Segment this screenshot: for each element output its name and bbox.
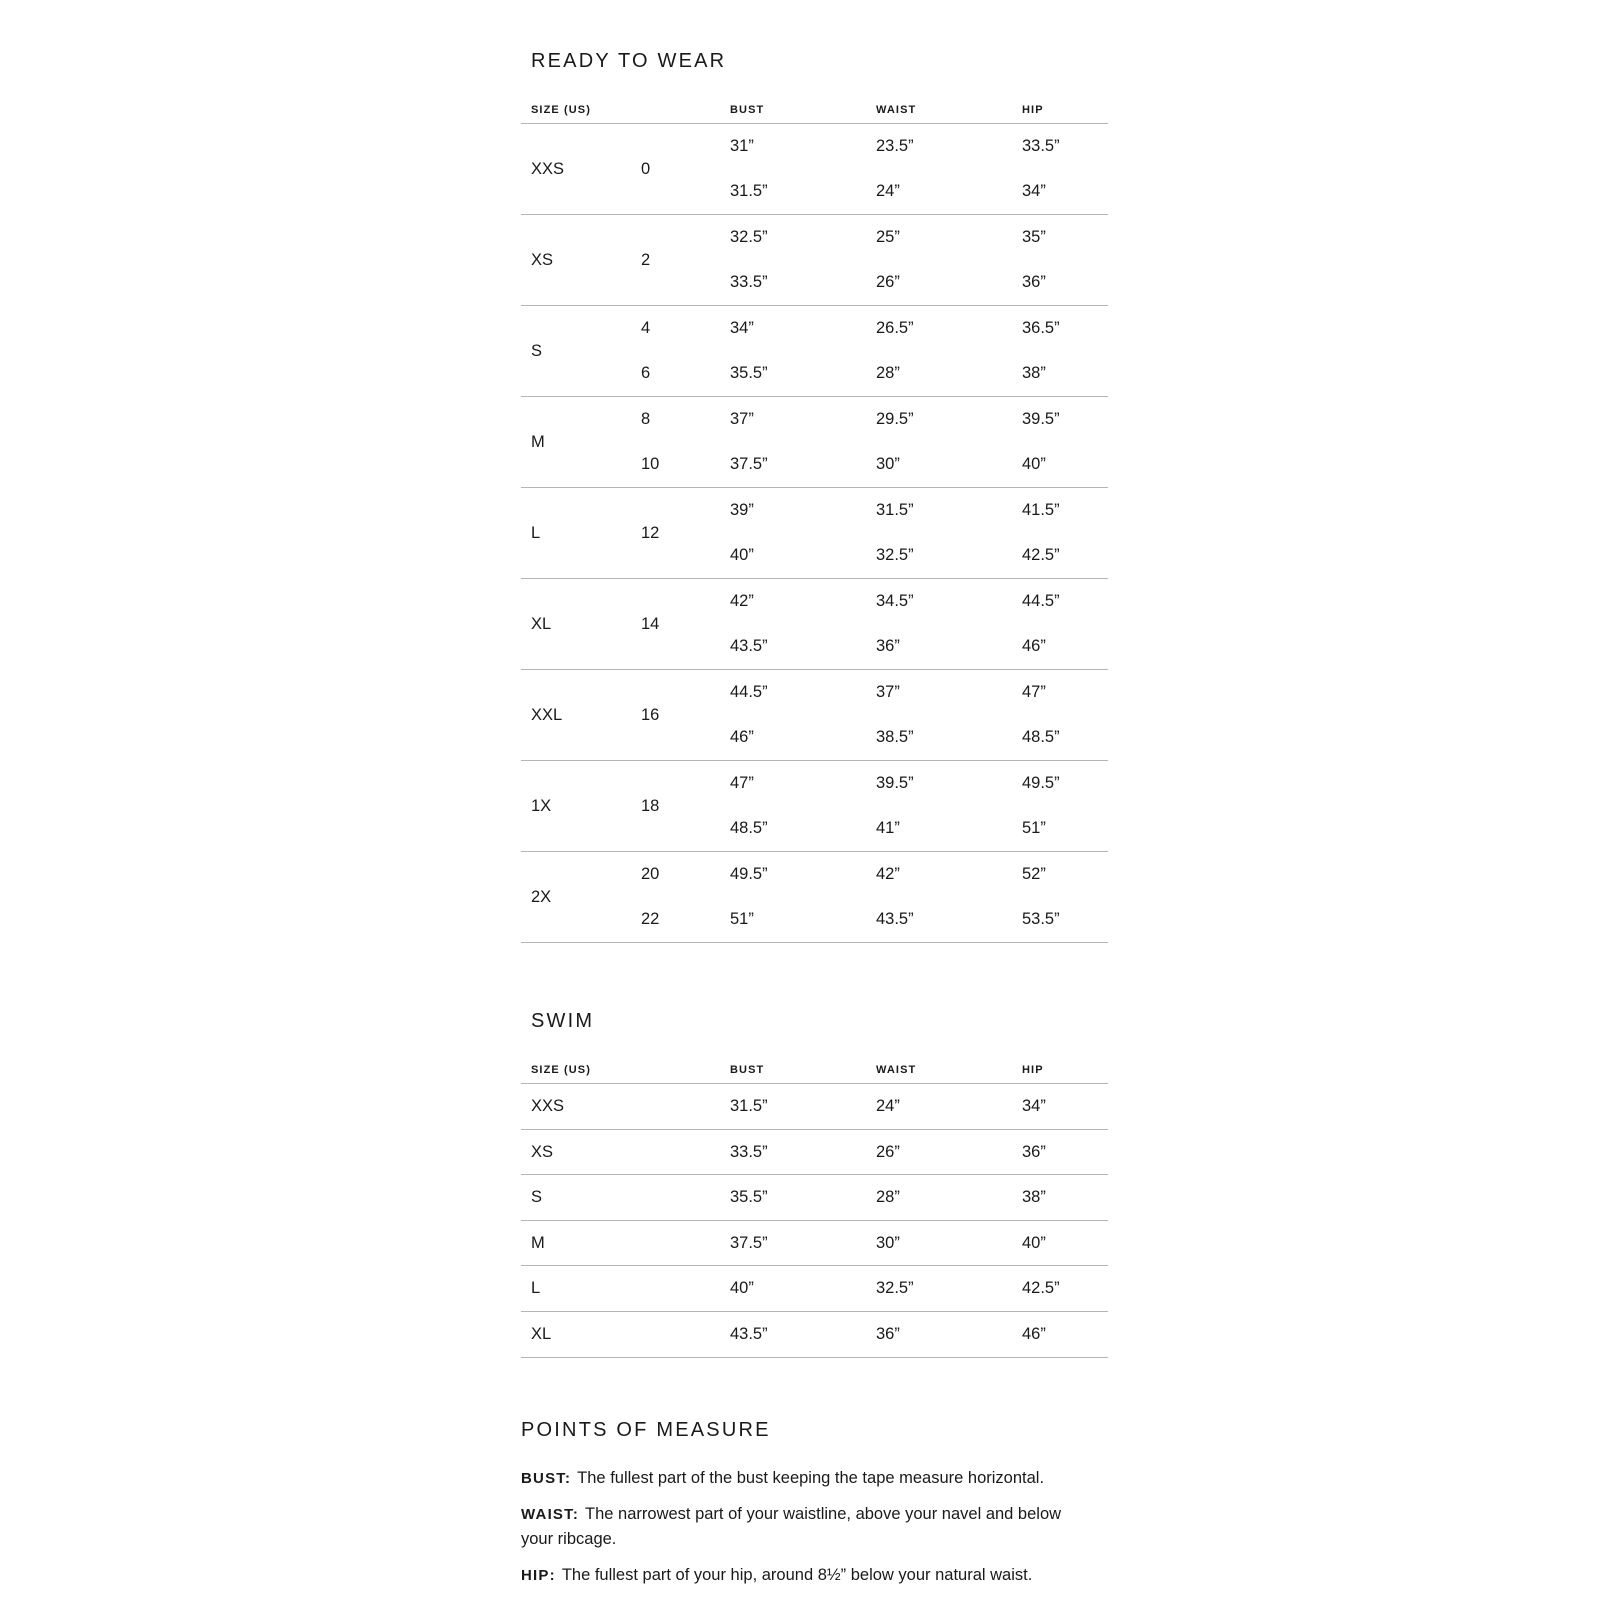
header-bust: BUST [730, 1064, 765, 1076]
waist-min: 37” [876, 683, 900, 701]
header-hip: HIP [1022, 104, 1044, 116]
size-label: 2X [531, 888, 552, 906]
bust-min: 37” [730, 410, 754, 428]
waist-min: 25” [876, 228, 900, 246]
waist-value: 30” [876, 1233, 900, 1252]
table-row [521, 760, 1108, 851]
hip-max: 40” [1022, 455, 1046, 473]
table-row [521, 1311, 1108, 1358]
table-row [521, 1129, 1108, 1175]
hip-min: 39.5” [1022, 410, 1060, 428]
size-label: XXL [531, 706, 563, 724]
ready-to-wear-table [521, 98, 1108, 943]
pom-waist [521, 1502, 1081, 1551]
size-label: XL [531, 615, 552, 633]
pom-text: The narrowest part of your waistline, above your navel and below your ribcage. [521, 1505, 1062, 1548]
size-number: 12 [641, 524, 660, 542]
waist-min: 42” [876, 865, 900, 883]
hip-value: 38” [1022, 1188, 1046, 1207]
pom-label: HIP: [521, 1567, 556, 1584]
size-label: S [531, 1188, 543, 1207]
hip-max: 42.5” [1022, 546, 1060, 564]
waist-value: 32.5” [876, 1279, 914, 1298]
pom-label: WAIST: [521, 1506, 580, 1523]
table-row [521, 1220, 1108, 1266]
bust-max: 51” [730, 910, 754, 928]
waist-value: 24” [876, 1097, 900, 1115]
hip-max: 38” [1022, 364, 1046, 382]
size-label: XL [531, 1324, 552, 1343]
waist-value: 28” [876, 1188, 900, 1207]
hip-min: 47” [1022, 683, 1046, 701]
table-row [521, 578, 1108, 669]
table-row [521, 305, 1108, 396]
hip-value: 40” [1022, 1233, 1046, 1252]
table-row [521, 123, 1108, 214]
pom-text: The fullest part of the bust keeping the tape measure horizontal. [577, 1469, 1045, 1487]
size-number: 18 [641, 797, 660, 815]
waist-max: 30” [876, 455, 900, 473]
size-label: M [531, 1233, 545, 1252]
waist-min: 34.5” [876, 592, 914, 610]
hip-min: 44.5” [1022, 592, 1060, 610]
waist-max: 43.5” [876, 910, 914, 928]
hip-max: 46” [1022, 637, 1046, 655]
size-number: 6 [641, 364, 651, 382]
size-number: 2 [641, 251, 651, 269]
size-label: XS [531, 1142, 554, 1161]
bust-min: 39” [730, 501, 754, 519]
size-number: 20 [641, 865, 660, 883]
header-size: SIZE (US) [531, 104, 592, 116]
hip-min: 41.5” [1022, 501, 1060, 519]
bust-min: 49.5” [730, 865, 768, 883]
table-row [521, 1265, 1108, 1311]
bust-max: 33.5” [730, 273, 768, 291]
header-size: SIZE (US) [531, 1064, 592, 1076]
bust-max: 40” [730, 546, 754, 564]
table-row [521, 214, 1108, 305]
waist-max: 24” [876, 182, 900, 200]
table-row [521, 1083, 1108, 1129]
pom-bust [521, 1466, 1121, 1491]
size-label: XXS [531, 1097, 565, 1115]
bust-min: 47” [730, 774, 754, 792]
hip-min: 35” [1022, 228, 1046, 246]
pom-text: The fullest part of your hip, around 8½” below your natural waist. [561, 1566, 1033, 1584]
pom-hip [521, 1563, 1121, 1588]
size-label: S [531, 342, 543, 360]
bust-value: 43.5” [730, 1324, 768, 1343]
hip-value: 36” [1022, 1142, 1046, 1161]
waist-min: 26.5” [876, 319, 914, 337]
hip-min: 52” [1022, 865, 1046, 883]
table-row [521, 851, 1108, 943]
hip-max: 53.5” [1022, 910, 1060, 928]
pom-label: BUST: [521, 1470, 572, 1487]
waist-max: 28” [876, 364, 900, 382]
size-number: 16 [641, 706, 660, 724]
bust-min: 31” [730, 137, 754, 155]
bust-value: 37.5” [730, 1233, 768, 1252]
table-header [521, 1058, 1108, 1083]
bust-max: 43.5” [730, 637, 768, 655]
bust-max: 48.5” [730, 819, 768, 837]
bust-min: 34” [730, 319, 754, 337]
waist-min: 29.5” [876, 410, 914, 428]
size-label: XS [531, 251, 554, 269]
hip-min: 36.5” [1022, 319, 1060, 337]
bust-min: 42” [730, 592, 754, 610]
swim-title: SWIM [531, 1010, 595, 1032]
hip-max: 36” [1022, 273, 1046, 291]
swim-table [521, 1058, 1108, 1358]
waist-min: 23.5” [876, 137, 914, 155]
bust-max: 37.5” [730, 455, 768, 473]
hip-value: 46” [1022, 1324, 1046, 1343]
size-number: 22 [641, 910, 660, 928]
waist-max: 32.5” [876, 546, 914, 564]
points-of-measure-title: POINTS OF MEASURE [521, 1419, 771, 1441]
header-bust: BUST [730, 104, 765, 116]
table-row [521, 487, 1108, 578]
bust-value: 31.5” [730, 1097, 768, 1115]
waist-min: 39.5” [876, 774, 914, 792]
table-row [521, 396, 1108, 487]
size-number: 10 [641, 455, 660, 473]
header-hip: HIP [1022, 1064, 1044, 1076]
header-waist: WAIST [876, 104, 917, 116]
size-label: L [531, 524, 541, 542]
hip-max: 48.5” [1022, 728, 1060, 746]
size-label: M [531, 433, 545, 451]
hip-value: 34” [1022, 1097, 1046, 1115]
size-label: L [531, 1279, 541, 1298]
size-number: 14 [641, 615, 660, 633]
bust-max: 46” [730, 728, 754, 746]
bust-min: 44.5” [730, 683, 768, 701]
size-number: 4 [641, 319, 651, 337]
bust-max: 35.5” [730, 364, 768, 382]
hip-min: 49.5” [1022, 774, 1060, 792]
size-number: 8 [641, 410, 651, 428]
bust-value: 40” [730, 1279, 754, 1298]
waist-max: 41” [876, 819, 900, 837]
hip-max: 34” [1022, 182, 1046, 200]
size-number: 0 [641, 160, 651, 178]
waist-max: 26” [876, 273, 900, 291]
waist-min: 31.5” [876, 501, 914, 519]
waist-max: 38.5” [876, 728, 914, 746]
header-waist: WAIST [876, 1064, 917, 1076]
size-label: XXS [531, 160, 565, 178]
hip-max: 51” [1022, 819, 1046, 837]
bust-max: 31.5” [730, 182, 768, 200]
bust-min: 32.5” [730, 228, 768, 246]
waist-value: 26” [876, 1142, 900, 1161]
bust-value: 35.5” [730, 1188, 768, 1207]
bust-value: 33.5” [730, 1142, 768, 1161]
ready-to-wear-title: READY TO WEAR [531, 50, 727, 72]
waist-max: 36” [876, 637, 900, 655]
waist-value: 36” [876, 1324, 900, 1343]
hip-min: 33.5” [1022, 137, 1060, 155]
size-label: 1X [531, 797, 552, 815]
table-row [521, 1174, 1108, 1220]
hip-value: 42.5” [1022, 1279, 1060, 1298]
table-row [521, 669, 1108, 760]
table-header [521, 98, 1108, 123]
